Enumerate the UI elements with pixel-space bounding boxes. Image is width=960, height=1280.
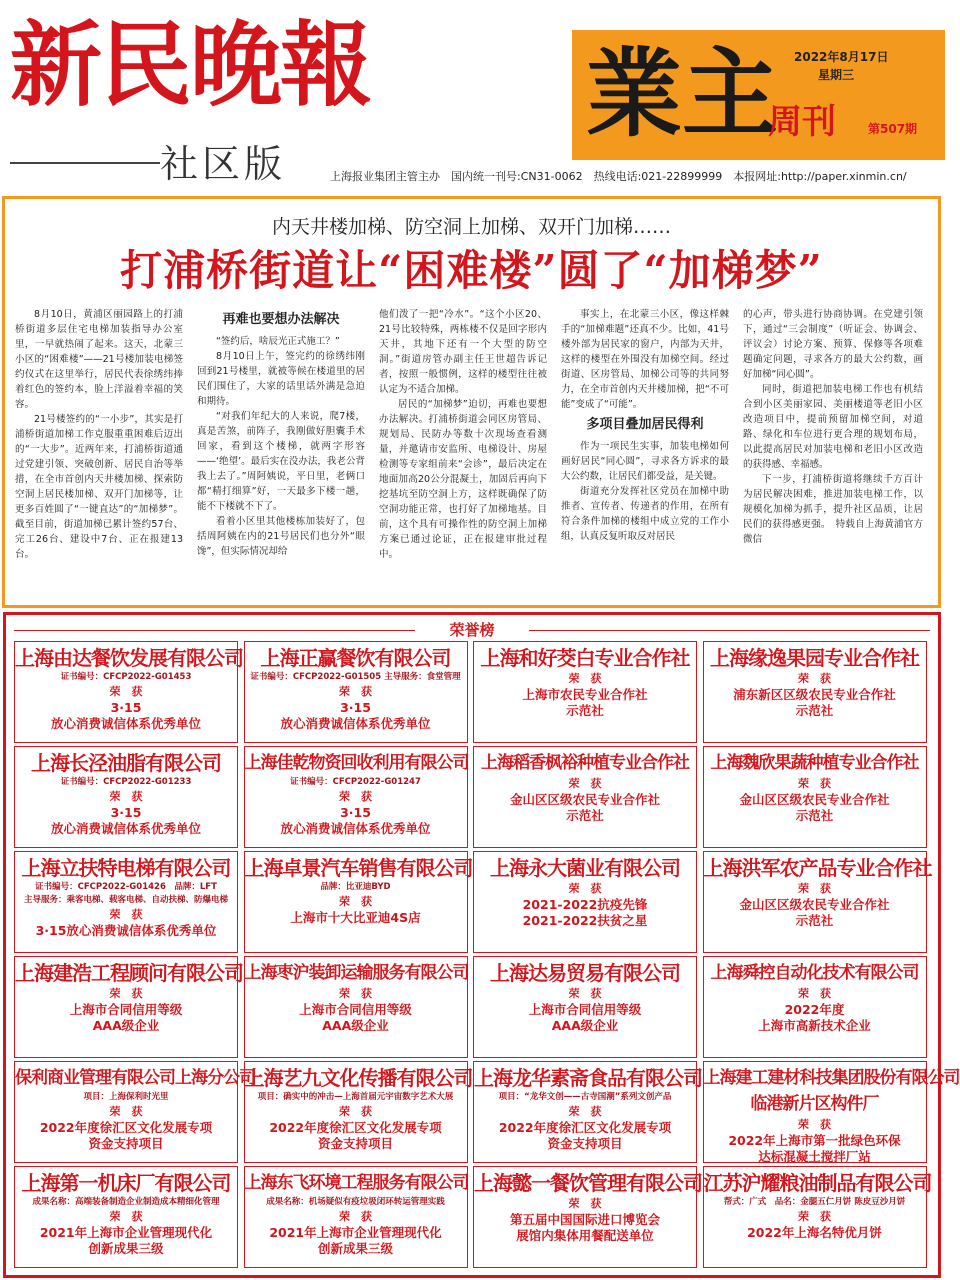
paragraph: 8月10日，黄浦区丽园路上的打浦桥街道多层住宅电梯加装指导办公室里，一早就热闹了起来。这天，北蒙三小区的“困难楼”——21号楼加装电梯签约仪式在这里举行，居民代表徐绣纬捧着红色的签约本，脸上洋溢着幸福的笑容。 bbox=[15, 309, 183, 410]
award-label: 荣 获 bbox=[339, 685, 372, 698]
paragraph: 8月10日上午，签完约的徐绣纬刚回到21号楼里，就被等候在楼道里的居民们围住了，大家的话里话外满是急迫和期待。 bbox=[197, 351, 365, 407]
award-line-2: 2021-2022扶贫之星 bbox=[522, 913, 648, 928]
award-label: 荣 获 bbox=[339, 790, 372, 803]
honor-cell bbox=[14, 746, 238, 848]
honor-cell bbox=[703, 1166, 932, 1268]
honor-cell bbox=[473, 956, 697, 1058]
paragraph: 同时，街道把加装电梯工作也有机结合到小区美丽家园、美丽楼道等老旧小区改造项目中，提前预留加梯空间，对道路、绿化和车位进行更合理的规划布局，以此提高居民对加装电梯和老旧小区改造的获得感、幸福感。 bbox=[743, 384, 923, 470]
paragraph: 看着小区里其他楼栋加装好了，包括周阿姨在内的21号居民们也分外“眼馋”，但实际情况却给 bbox=[197, 516, 365, 557]
paragraph: 居民的“加梯梦”迫切，再难也要想办法解决。打浦桥街道会同区房管局、规划局、民防办等数十次现场查看测量，并邀请市安监所、电梯设计、房屋检测等专家组前来“会诊”，最后决定在地面加高20公分混凝土，加固后再向下挖基坑至防空洞上方，这样既确保了防空洞功能正常，也打好了加梯地基。目前，这个具有可操作性的防空洞上加梯方案已通过论证，正在报建审批过程中。 bbox=[379, 399, 547, 560]
honor-cell bbox=[244, 1061, 473, 1163]
subheading: 再难也要想办法解决 bbox=[222, 312, 340, 327]
paragraph: 街道充分发挥社区党员在加梯中助推者、宣传者、传递者的作用，在所有符合条件加梯的楼组中成立党的工作小组，认真反复听取反对居民 bbox=[561, 486, 729, 542]
honor-cell bbox=[244, 746, 468, 848]
honor-title: 荣誉榜 bbox=[415, 620, 529, 640]
company-name: 上海稻香枫裕种植专业合作社 bbox=[481, 753, 689, 773]
certificate-info: 证书编号：CFCP2022-G01453 bbox=[60, 672, 192, 682]
award-line-2: 展馆内集体用餐配送单位 bbox=[516, 1228, 654, 1243]
weekly-banner bbox=[572, 30, 945, 160]
weekly-name: 業主 bbox=[586, 37, 778, 150]
company-name: 上海长泾油脂有限公司 bbox=[31, 751, 221, 775]
company-name: 上海永大菌业有限公司 bbox=[490, 856, 680, 880]
award-line-2: 示范社 bbox=[795, 703, 834, 718]
honor-cell bbox=[473, 641, 697, 743]
company-name: 保利商业管理有限公司上海分公司 bbox=[15, 1068, 255, 1088]
award-line-1: 2022年上海市第一批绿色环保 bbox=[728, 1133, 901, 1148]
award-line-1: 金山区区级农民专业合作社 bbox=[739, 897, 890, 912]
award-line-2: AAA级企业 bbox=[322, 1018, 389, 1033]
award-line-1: 3·15 bbox=[110, 805, 142, 820]
company-name: 上海缘逸果园专业合作社 bbox=[710, 646, 919, 670]
award-label: 荣 获 bbox=[798, 987, 831, 1000]
award-label: 荣 获 bbox=[109, 987, 143, 1000]
award-line-2: 示范社 bbox=[795, 913, 834, 928]
award-line-1: 浦东新区区级农民专业合作社 bbox=[733, 687, 896, 702]
award-label: 荣 获 bbox=[109, 685, 143, 698]
company-name: 上海立扶特电梯有限公司 bbox=[21, 856, 231, 880]
company-name: 上海洪军农产品专业合作社 bbox=[703, 856, 932, 880]
award-line-1: 上海市农民专业合作社 bbox=[522, 687, 648, 702]
publisher-line: 上海报业集团主管主办 国内统一刊号:CN31-0062 热线电话:021-22899999 本报网址:http://paper.xinmin.cn/ bbox=[330, 170, 907, 183]
award-line-2: 资金支持项目 bbox=[547, 1136, 623, 1151]
paragraph: 事实上，在北蒙三小区，像这样棘手的“加梯难题”还真不少。比如，41号楼外部为居民家的窗户，内部为天井，这样的楼型在外围没有加梯空间。经过街道、区房管局、加梯公司等的共同努力，在全市首创内天井楼加梯，把“不可能”变成了“可能”。 bbox=[561, 309, 729, 410]
lead-article bbox=[2, 196, 941, 608]
certificate-info: 成果名称：高端装备制造企业制造成本精细化管理 bbox=[32, 1197, 220, 1207]
company-name: 上海达易贸易有限公司 bbox=[490, 961, 680, 985]
award-line-2: 资金支持项目 bbox=[88, 1136, 164, 1151]
award-label: 荣 获 bbox=[798, 1118, 831, 1131]
award-line-2: 示范社 bbox=[566, 808, 604, 823]
award-label: 荣 获 bbox=[568, 1197, 602, 1210]
honor-cell bbox=[14, 641, 243, 743]
company-name: 上海艺九文化传播有限公司 bbox=[244, 1066, 473, 1090]
article-column-1 bbox=[15, 307, 183, 562]
award-line-2: 示范社 bbox=[566, 703, 604, 718]
certificate-info: 成果名称：机场疑似有疫垃圾闭环转运管理实践 bbox=[266, 1197, 445, 1207]
award-label: 荣 获 bbox=[568, 987, 602, 1000]
honor-cell bbox=[473, 1166, 702, 1268]
award-label: 荣 获 bbox=[568, 882, 602, 895]
award-label: 荣 获 bbox=[798, 777, 831, 790]
company-name: 上海卓景汽车销售有限公司 bbox=[244, 856, 473, 880]
certificate-info: 证书编号：CFCP2022-G01505 主导服务：食堂管理 bbox=[250, 672, 461, 682]
award-label: 荣 获 bbox=[339, 1210, 372, 1223]
award-line-2: 放心消费诚信体系优秀单位 bbox=[280, 821, 431, 836]
edition-divider bbox=[10, 162, 160, 164]
award-label: 荣 获 bbox=[798, 882, 831, 895]
award-line-1: 2022年度徐汇区文化发展专项 bbox=[498, 1120, 672, 1135]
article-kicker: 内天井楼加梯、防空洞上加梯、双开门加梯…… bbox=[271, 216, 671, 238]
award-line-1: 上海市合同信用等级 bbox=[299, 1002, 412, 1017]
paragraph: 的心声，带头进行协商协调。在党建引领下，通过“三会制度”（听证会、协调会、评议会）讨论方案、预算、保修等各项难题确定问题，寻求各方的最大公约数，画好加梯“同心圆”。 bbox=[743, 309, 923, 380]
honor-cell bbox=[244, 641, 468, 743]
honor-cell bbox=[14, 956, 243, 1058]
certificate-info: 证书编号：CFCP2022-G01426 品牌：LFT bbox=[35, 882, 217, 892]
certificate-info: 帮式：广式 品名：金腿五仁月饼 陈皮豆沙月饼 bbox=[723, 1197, 906, 1207]
award-line-2: 放心消费诚信体系优秀单位 bbox=[280, 716, 431, 731]
honor-cell bbox=[244, 1166, 468, 1268]
certificate-info: 项目：上海保利时光里 bbox=[83, 1092, 169, 1102]
award-label: 荣 获 bbox=[798, 1210, 831, 1223]
certificate-info: 项目：确实中的冲击—上海首届元宇宙数字艺术大展 bbox=[257, 1092, 454, 1102]
award-line-2: 3·15放心消费诚信体系优秀单位 bbox=[35, 923, 217, 938]
honor-cell bbox=[703, 641, 927, 743]
award-line-2: 放心消费诚信体系优秀单位 bbox=[50, 821, 201, 836]
company-name: 上海建工建材科技集团股份有限公司 bbox=[703, 1068, 960, 1088]
award-label: 荣 获 bbox=[109, 790, 143, 803]
company-name: 上海正赢餐饮有限公司 bbox=[260, 646, 451, 670]
article-column-5 bbox=[743, 307, 923, 547]
paragraph: 作为一项民生实事，加装电梯如何画好居民“同心圆”，寻求各方诉求的最大公约数，让居民们都受益，是关键。 bbox=[561, 441, 729, 482]
award-line-1: 2021-2022抗疫先锋 bbox=[522, 897, 648, 912]
honor-cell bbox=[473, 1061, 702, 1163]
certificate-info: 项目：“龙华文创——古寺国潮”系列文创产品 bbox=[498, 1092, 672, 1102]
article-column-2 bbox=[197, 307, 365, 559]
award-line-2: AAA级企业 bbox=[551, 1018, 619, 1033]
certificate-info: 证书编号：CFCP2022-G01247 bbox=[290, 777, 421, 787]
award-line-2: 示范社 bbox=[795, 808, 834, 823]
company-name: 上海第一机床厂有限公司 bbox=[21, 1171, 231, 1195]
award-line-2: 达标混凝土搅拌厂站 bbox=[758, 1149, 871, 1164]
award-line-1: 第五届中国国际进口博览会 bbox=[509, 1212, 660, 1227]
award-line-2: 创新成果三级 bbox=[88, 1241, 164, 1256]
honor-cell bbox=[473, 746, 697, 848]
award-line-2: 创新成果三级 bbox=[317, 1241, 393, 1256]
weekly-subtitle: 周刊 bbox=[768, 102, 836, 142]
issue-weekday: 星期三 bbox=[818, 68, 855, 82]
paragraph: 21号楼签约的“一小步”，其实是打浦桥街道加梯工作克服重重困难后迈出的“一大步”。近两年来，打浦桥街道通过党建引领、突破创新、居民自治等举措，在全市首创内天井楼加梯、探索防空洞上居民楼加梯、双开门加梯等，让更多百姓圆了“一键直达”的“加梯梦”。截至目前，街道加梯已累计签约57台、完工26台、建设中7台、正在报建13台。 bbox=[15, 414, 183, 560]
honor-roll bbox=[3, 612, 960, 1278]
company-name: 上海建浩工程顾问有限公司 bbox=[15, 961, 243, 985]
award-line-1: 金山区区级农民专业合作社 bbox=[509, 792, 660, 807]
award-line-1: 2021年上海市企业管理现代化 bbox=[39, 1225, 213, 1240]
company-name: 上海由达餐饮发展有限公司 bbox=[15, 646, 243, 670]
award-line-1: 上海市合同信用等级 bbox=[69, 1002, 183, 1017]
award-label: 荣 获 bbox=[568, 777, 602, 790]
award-label: 荣 获 bbox=[339, 895, 372, 908]
company-name-line2: 临港新片区构件厂 bbox=[750, 1094, 879, 1114]
award-line-1: 3·15 bbox=[340, 700, 371, 715]
honor-grid bbox=[14, 641, 960, 1271]
award-line-2: 上海市高新技术企业 bbox=[758, 1018, 871, 1033]
award-line-2: 上海市十大比亚迪4S店 bbox=[290, 910, 421, 925]
paragraph: 下一步，打浦桥街道将继续千方百计为居民解决困难，推进加装电梯工作，以规模化加梯为抓手，提升社区品质，让居民们的获得感更强。 特载自上海黄浦官方微信 bbox=[743, 474, 923, 545]
company-name: 上海佳乾物资回收利用有限公司 bbox=[244, 753, 469, 773]
article-column-4 bbox=[561, 307, 729, 544]
award-line-2: 放心消费诚信体系优秀单位 bbox=[50, 716, 201, 731]
award-line-2: 2022年上海名特优月饼 bbox=[747, 1225, 882, 1240]
honor-cell bbox=[244, 956, 468, 1058]
award-line-2: AAA级企业 bbox=[92, 1018, 160, 1033]
company-name: 上海东飞环境工程服务有限公司 bbox=[244, 1173, 469, 1193]
award-label: 荣 获 bbox=[109, 1105, 143, 1118]
certificate-info: 证书编号：CFCP2022-G01233 bbox=[60, 777, 192, 787]
company-name: 江苏沪耀粮油制品有限公司 bbox=[703, 1171, 932, 1195]
company-name: 上海懿一餐饮管理有限公司 bbox=[474, 1171, 702, 1195]
issue-date: 2022年8月17日 bbox=[794, 50, 889, 64]
award-line-1: 3·15 bbox=[340, 805, 371, 820]
award-label: 荣 获 bbox=[339, 1105, 372, 1118]
edition-label: 社区版 bbox=[160, 142, 287, 186]
award-line-1: 金山区区级农民专业合作社 bbox=[739, 792, 890, 807]
award-label: 荣 获 bbox=[568, 1105, 602, 1118]
honor-cell bbox=[244, 851, 473, 953]
award-label: 荣 获 bbox=[798, 672, 831, 685]
company-name: 上海魏欣果蔬种植专业合作社 bbox=[710, 753, 919, 773]
award-line-1: 上海市合同信用等级 bbox=[528, 1002, 642, 1017]
award-line-1: 3·15 bbox=[110, 700, 142, 715]
company-name: 上海枣沪装卸运输服务有限公司 bbox=[244, 963, 469, 983]
honor-cell bbox=[703, 851, 932, 953]
award-line-2: 资金支持项目 bbox=[317, 1136, 393, 1151]
issue-number: 第507期 bbox=[868, 122, 918, 136]
honor-cell bbox=[703, 956, 927, 1058]
honor-cell bbox=[473, 851, 697, 953]
company-name: 上海舜控自动化技术有限公司 bbox=[710, 963, 919, 983]
article-column-3 bbox=[379, 307, 547, 562]
paper-name: 新民晚報 bbox=[10, 11, 371, 119]
honor-cell bbox=[703, 746, 927, 848]
honor-cell bbox=[14, 1061, 255, 1163]
certificate-info: 品牌：比亚迪BYD bbox=[320, 882, 391, 892]
honor-cell bbox=[14, 1166, 238, 1268]
paragraph: “签约后，啥辰光正式施工？” bbox=[216, 336, 340, 347]
paragraph: “对我们年纪大的人来说，爬7楼，真是苦煞，前阵子，我刚做好胆囊手术回家，看到这个楼梯，就两字形容——‘绝望’。最后实在没办法，我老公背我上去了。”周阿姨说，平日里，老俩口都“精打细算”好，一天最多下楼一趟，能不下楼就不下了。 bbox=[197, 411, 365, 512]
service-info: 主导服务：乘客电梯、载客电梯、自动扶梯、防爆电梯 bbox=[23, 895, 228, 905]
award-line-1: 2022年度徐汇区文化发展专项 bbox=[269, 1120, 442, 1135]
award-label: 荣 获 bbox=[568, 672, 602, 685]
honor-cell bbox=[703, 1061, 960, 1164]
award-label: 荣 获 bbox=[109, 908, 143, 921]
award-line-1: 2021年上海市企业管理现代化 bbox=[269, 1225, 442, 1240]
honor-cell bbox=[14, 851, 238, 953]
award-line-1: 2022年度 bbox=[784, 1002, 845, 1017]
article-headline: 打浦桥街道让“困难楼”圆了“加梯梦” bbox=[120, 246, 823, 295]
company-name: 上海龙华素斋食品有限公司 bbox=[474, 1066, 702, 1090]
paragraph: 他们泼了一把“冷水”。“这个小区20、21号比较特殊，两栋楼不仅是回字形内天井，其地下还有一个大型的防空洞。”街道房管办副主任王世超告诉记者，按照一般惯例，这样的楼型往往被认定为不适合加梯。 bbox=[379, 309, 547, 395]
award-label: 荣 获 bbox=[109, 1210, 143, 1223]
award-line-1: 2022年度徐汇区文化发展专项 bbox=[39, 1120, 213, 1135]
masthead bbox=[0, 0, 945, 192]
subheading: 多项目叠加居民得利 bbox=[586, 417, 704, 432]
company-name: 上海和好茭白专业合作社 bbox=[480, 646, 690, 670]
award-label: 荣 获 bbox=[339, 987, 372, 1000]
